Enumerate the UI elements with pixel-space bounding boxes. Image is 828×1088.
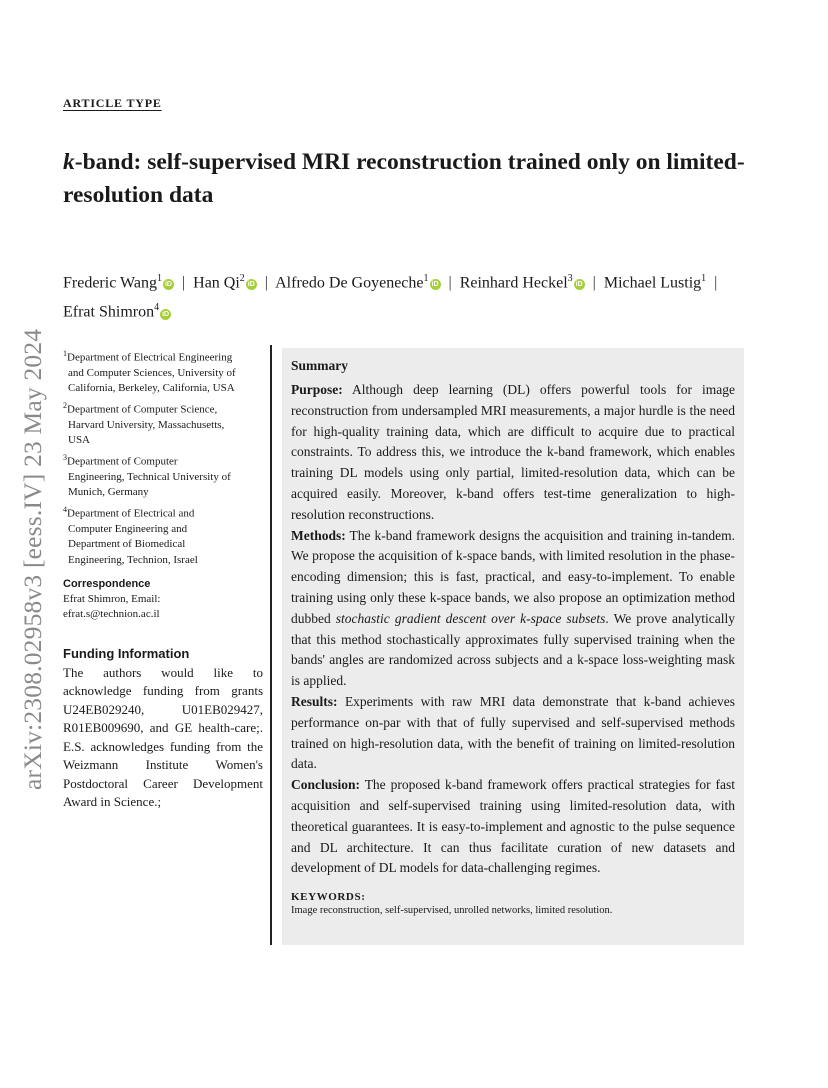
correspondence-line: Efrat Shimron, Email: bbox=[63, 592, 161, 605]
affiliation-line: Computer Engineering and bbox=[68, 522, 188, 535]
author-3: Reinhard Heckel bbox=[459, 274, 568, 292]
affiliation-number: 2 bbox=[63, 400, 67, 410]
funding-block bbox=[63, 646, 263, 812]
funding-text: The authors would like to acknowledge funding from grants U24EB029240, U01EB029427, R01EB009690, and GE health-care;. E.S. acknowledges funding from the Weizmann Institute Women's Postdoctoral Career Development Award in Science.; bbox=[63, 664, 263, 810]
author-separator: | bbox=[592, 274, 596, 292]
left-sidebar bbox=[63, 346, 263, 812]
affiliation-number: 4 bbox=[63, 504, 67, 514]
author-4: Michael Lustig bbox=[603, 274, 702, 292]
author-affiliation-sup: 1 bbox=[156, 273, 162, 284]
methods-italic: stochastic gradient descent over k-space subsets bbox=[335, 610, 606, 626]
author-list bbox=[63, 266, 753, 325]
conclusion-label: Conclusion: bbox=[291, 777, 361, 793]
affiliation-number: 3 bbox=[63, 452, 67, 462]
methods-paragraph bbox=[291, 526, 735, 692]
title-italic-k: k bbox=[63, 149, 75, 175]
affiliation-first-line bbox=[63, 450, 263, 470]
author-affiliation-sup: 1 bbox=[701, 273, 707, 284]
summary-heading: Summary bbox=[291, 358, 348, 373]
affiliation-4 bbox=[63, 502, 263, 568]
author-5: Efrat Shimron bbox=[63, 303, 155, 321]
results-paragraph bbox=[291, 692, 735, 775]
affiliation-line: Department of Computer bbox=[67, 455, 178, 468]
affiliation-3 bbox=[63, 450, 263, 501]
affiliation-line: Department of Computer Science, bbox=[67, 403, 218, 416]
author-separator: | bbox=[181, 274, 186, 292]
purpose-paragraph bbox=[291, 380, 735, 526]
affiliation-line: and Computer Sciences, University of bbox=[68, 367, 236, 380]
orcid-icon[interactable]: iD bbox=[575, 281, 583, 289]
author-separator: | bbox=[264, 274, 268, 292]
affiliation-line: Engineering, Technion, Israel bbox=[68, 553, 198, 566]
author-separator: | bbox=[448, 274, 452, 292]
arxiv-identifier: arXiv:2308.02958v3 [eess.IV] 23 May 2024 bbox=[18, 328, 47, 790]
methods-text-end: . We prove analytically that this method stochastically approximates fully supervised training when the bands' angles are randomized across subjects and a k-space loss-weighting mask is applied. bbox=[291, 610, 736, 689]
affiliation-line: Munich, Germany bbox=[68, 486, 149, 499]
affiliation-first-line bbox=[63, 502, 263, 522]
affiliation-line: Engineering, Technical University of bbox=[68, 470, 231, 483]
affiliation-line: California, Berkeley, California, USA bbox=[68, 382, 235, 395]
affiliation-first-line bbox=[63, 398, 263, 418]
keywords-heading: KEYWORDS: bbox=[291, 891, 366, 904]
correspondence-email[interactable]: efrat.s@technion.ac.il bbox=[63, 607, 160, 620]
funding-heading: Funding Information bbox=[63, 645, 190, 661]
affiliation-1 bbox=[63, 346, 263, 397]
results-label: Results: bbox=[291, 693, 338, 709]
author-affiliation-sup: 4 bbox=[154, 302, 160, 314]
column-divider bbox=[270, 345, 272, 945]
conclusion-paragraph bbox=[291, 775, 735, 879]
orcid-icon[interactable]: iD bbox=[162, 310, 170, 318]
affiliation-line: Department of Electrical and bbox=[67, 507, 195, 520]
author-affiliation-sup: 2 bbox=[239, 273, 245, 284]
article-type-label: ARTICLE TYPE bbox=[63, 96, 162, 110]
author-separator: | bbox=[714, 274, 718, 292]
author-2: Alfredo De Goyeneche bbox=[275, 274, 424, 292]
purpose-text: Although deep learning (DL) offers powerful tools for image reconstruction from undersampled MRI measurements, a major hurdle is the need for high-quality training data, which are difficult to acquire due to practical constraints. To address this, we introduce the k-band framework, which enables training DL models using only partial, limited-resolution data, which can be acquired easily. Moreover, k-band offers test-time generalization to high-resolution reconstructions. bbox=[291, 382, 735, 522]
affiliation-line: Harvard University, Massachusetts, bbox=[68, 418, 225, 431]
affiliation-line: USA bbox=[68, 434, 91, 447]
author-affiliation-sup: 1 bbox=[423, 273, 429, 284]
orcid-icon[interactable]: iD bbox=[247, 281, 255, 289]
purpose-label: Purpose: bbox=[291, 382, 343, 397]
affiliation-first-line bbox=[63, 346, 263, 366]
orcid-icon[interactable]: iD bbox=[164, 281, 172, 289]
affiliation-2 bbox=[63, 398, 263, 449]
orcid-icon[interactable]: iD bbox=[431, 281, 439, 289]
results-text: Experiments with raw MRI data demonstrate that k-band achieves performance on-par with that of fully supervised and self-supervised methods trained on high-resolution data, with the benefit of training on limited-resolution data. bbox=[291, 693, 736, 772]
paper-title bbox=[63, 146, 783, 212]
methods-label: Methods: bbox=[291, 527, 346, 543]
title-text: -band: self-supervised MRI reconstruction trained only on limited-resolution data bbox=[63, 149, 745, 208]
author-affiliation-sup: 3 bbox=[567, 273, 573, 284]
correspondence-heading: Correspondence bbox=[63, 577, 151, 590]
author-0: Frederic Wang bbox=[63, 274, 157, 292]
affiliation-number: 1 bbox=[63, 349, 67, 358]
methods-text: The k-band framework designs the acquisition and training in-tandem. We propose the acquisition of k-space bands, with limited resolution in the phase-encoding dimension; this is fast, practical, and easy-to-implement. To enable training using only these k-space bands, we also propose an optimization method dubbed bbox=[291, 527, 735, 626]
affiliations bbox=[63, 346, 263, 568]
correspondence-block bbox=[63, 578, 263, 622]
affiliation-line: Department of Electrical Engineering bbox=[67, 351, 233, 364]
author-1: Han Qi bbox=[193, 274, 240, 292]
conclusion-text: The proposed k-band framework offers practical strategies for fast acquisition and self-supervised training using limited-resolution data, with theoretical guarantees. It is easy-to-implement and agnostic to the pulse sequence and DL architecture. It can thus facilitate curation of new datasets and development of DL models for data-challenging regimes. bbox=[291, 777, 735, 876]
keywords-text: Image reconstruction, self-supervised, unrolled networks, limited resolution. bbox=[291, 905, 613, 917]
summary-box bbox=[282, 348, 744, 945]
affiliation-line: Department of Biomedical bbox=[68, 538, 186, 551]
